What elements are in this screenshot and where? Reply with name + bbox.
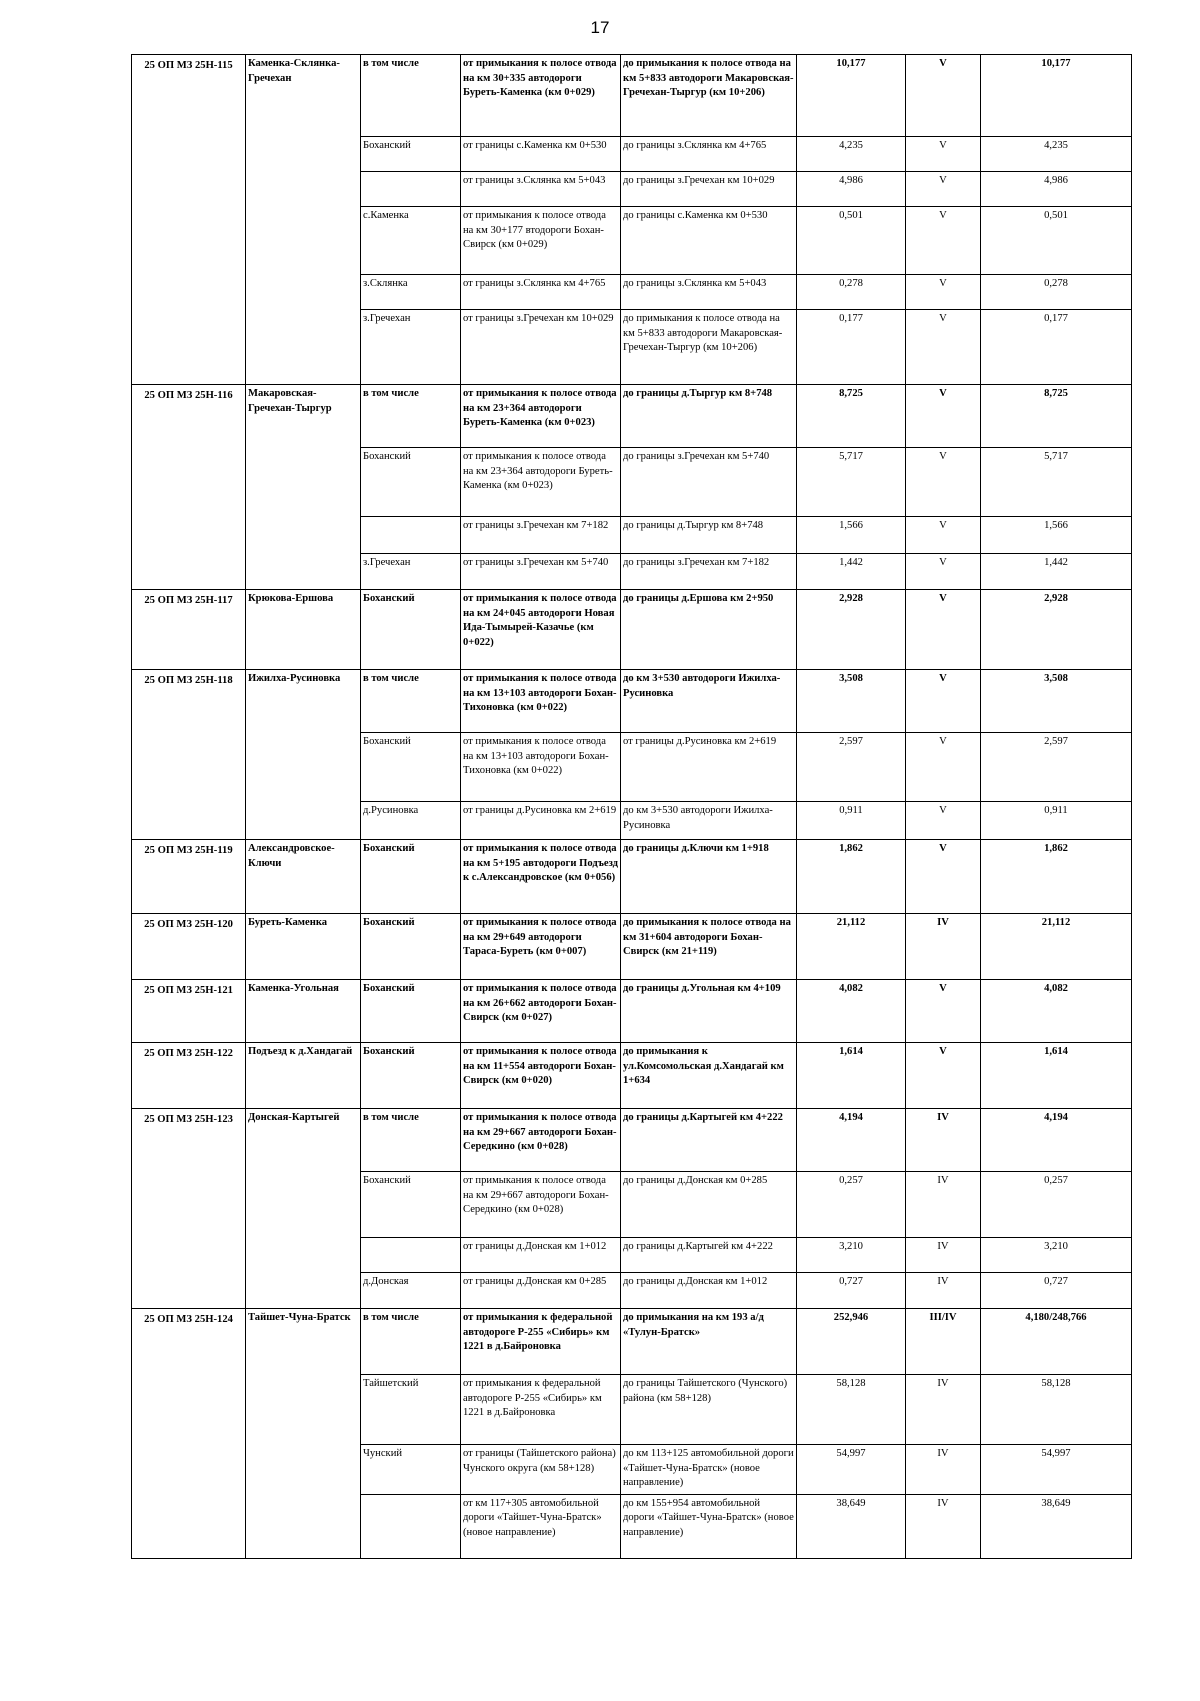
- segment-total: 1,614: [981, 1043, 1132, 1109]
- segment-total: 2,597: [981, 733, 1132, 802]
- segment-length: 1,566: [797, 517, 906, 554]
- segment-category: V: [906, 310, 981, 385]
- road-code: 25 ОП МЗ 25Н-123: [132, 1109, 246, 1309]
- road-name: Крюкова-Ершова: [246, 590, 361, 670]
- segment-category: V: [906, 275, 981, 310]
- segment-area: Боханский: [361, 448, 461, 517]
- segment-to: до границы д.Картыгей км 4+222: [621, 1109, 797, 1172]
- page-number: 17: [590, 18, 610, 37]
- segment-length: 0,727: [797, 1273, 906, 1309]
- segment-length: 0,257: [797, 1172, 906, 1238]
- segment-from: от примыкания к полосе отвода на км 23+364 автодороги Буреть-Каменка (км 0+023): [461, 385, 621, 448]
- segment-from: от границы д.Русиновка км 2+619: [461, 802, 621, 840]
- segment-area: з.Гречехан: [361, 554, 461, 590]
- segment-category: III/IV: [906, 1309, 981, 1375]
- segment-from: от границы з.Гречехан км 10+029: [461, 310, 621, 385]
- segment-to: до км 3+530 автодороги Ижилха-Русиновка: [621, 670, 797, 733]
- segment-length: 38,649: [797, 1494, 906, 1558]
- segment-category: V: [906, 55, 981, 137]
- segment-length: 0,278: [797, 275, 906, 310]
- segment-to: до примыкания на км 193 а/д «Тулун-Братск»: [621, 1309, 797, 1375]
- segment-area: в том числе: [361, 385, 461, 448]
- road-name: Буреть-Каменка: [246, 914, 361, 980]
- segment-length: 5,717: [797, 448, 906, 517]
- road-code: 25 ОП МЗ 25Н-122: [132, 1043, 246, 1109]
- segment-from: от границы с.Каменка км 0+530: [461, 137, 621, 172]
- segment-area: Чунский: [361, 1445, 461, 1495]
- segment-category: IV: [906, 914, 981, 980]
- segment-length: 252,946: [797, 1309, 906, 1375]
- segment-total: 38,649: [981, 1494, 1132, 1558]
- segment-category: V: [906, 980, 981, 1043]
- segment-to: до км 3+530 автодороги Ижилха-Русиновка: [621, 802, 797, 840]
- segment-total: 54,997: [981, 1445, 1132, 1495]
- segment-category: IV: [906, 1109, 981, 1172]
- segment-total: 0,177: [981, 310, 1132, 385]
- segment-length: 4,235: [797, 137, 906, 172]
- segment-length: 0,911: [797, 802, 906, 840]
- segment-area: Боханский: [361, 137, 461, 172]
- road-name: Каменка-Угольная: [246, 980, 361, 1043]
- segment-category: V: [906, 802, 981, 840]
- table-row: [132, 914, 1132, 980]
- segment-total: 0,501: [981, 207, 1132, 275]
- segment-total: 58,128: [981, 1375, 1132, 1445]
- segment-category: V: [906, 517, 981, 554]
- table-row: [132, 385, 1132, 448]
- segment-total: 0,257: [981, 1172, 1132, 1238]
- segment-area: в том числе: [361, 1109, 461, 1172]
- segment-total: 4,180/248,766: [981, 1309, 1132, 1375]
- segment-from: от границы д.Донская км 0+285: [461, 1273, 621, 1309]
- segment-length: 2,928: [797, 590, 906, 670]
- segment-from: от примыкания к полосе отвода на км 29+667 автодороги Бохан-Середкино (км 0+028): [461, 1172, 621, 1238]
- table-row: [132, 1109, 1132, 1172]
- segment-category: V: [906, 590, 981, 670]
- segment-total: 1,442: [981, 554, 1132, 590]
- segment-total: 21,112: [981, 914, 1132, 980]
- segment-length: 3,210: [797, 1238, 906, 1273]
- segment-area: Боханский: [361, 840, 461, 914]
- segment-length: 1,862: [797, 840, 906, 914]
- segment-length: 1,442: [797, 554, 906, 590]
- segment-from: от примыкания к полосе отвода на км 30+177 втодороги Бохан-Свирск (км 0+029): [461, 207, 621, 275]
- table-row: [132, 840, 1132, 914]
- segment-category: V: [906, 733, 981, 802]
- segment-to: до границы д.Донская км 1+012: [621, 1273, 797, 1309]
- segment-total: 4,986: [981, 172, 1132, 207]
- segment-total: 1,566: [981, 517, 1132, 554]
- segment-to: до примыкания к полосе отвода на км 5+833 автодороги Макаровская-Гречехан-Тыргур (км 10+206): [621, 310, 797, 385]
- segment-area: д.Донская: [361, 1273, 461, 1309]
- road-code: 25 ОП МЗ 25Н-124: [132, 1309, 246, 1559]
- segment-area: [361, 1238, 461, 1273]
- road-name: Подъезд к д.Хандагай: [246, 1043, 361, 1109]
- table-row: [132, 670, 1132, 733]
- segment-length: 8,725: [797, 385, 906, 448]
- segment-from: от км 117+305 автомобильной дороги «Тайшет-Чуна-Братск» (новое направление): [461, 1494, 621, 1558]
- segment-total: 4,235: [981, 137, 1132, 172]
- segment-total: 1,862: [981, 840, 1132, 914]
- segment-total: 4,082: [981, 980, 1132, 1043]
- road-code: 25 ОП МЗ 25Н-120: [132, 914, 246, 980]
- segment-category: V: [906, 670, 981, 733]
- table-row: [132, 1043, 1132, 1109]
- segment-length: 3,508: [797, 670, 906, 733]
- segment-to: до границы з.Склянка км 5+043: [621, 275, 797, 310]
- segment-length: 54,997: [797, 1445, 906, 1495]
- segment-area: Боханский: [361, 590, 461, 670]
- segment-to: до км 155+954 автомобильной дороги «Тайшет-Чуна-Братск» (новое направление): [621, 1494, 797, 1558]
- segment-from: от примыкания к полосе отвода на км 11+554 автодороги Бохан-Свирск (км 0+020): [461, 1043, 621, 1109]
- road-name: Макаровская-Гречехан-Тыргур: [246, 385, 361, 590]
- segment-from: от примыкания к полосе отвода на км 29+667 автодороги Бохан-Середкино (км 0+028): [461, 1109, 621, 1172]
- table-row: [132, 1309, 1132, 1375]
- segment-category: IV: [906, 1273, 981, 1309]
- segment-area: д.Русиновка: [361, 802, 461, 840]
- segment-area: Боханский: [361, 733, 461, 802]
- road-code: 25 ОП МЗ 25Н-117: [132, 590, 246, 670]
- segment-length: 58,128: [797, 1375, 906, 1445]
- road-name: Донская-Картыгей: [246, 1109, 361, 1309]
- segment-from: от границы (Тайшетского района) Чунского округа (км 58+128): [461, 1445, 621, 1495]
- segment-category: V: [906, 554, 981, 590]
- segment-area: з.Склянка: [361, 275, 461, 310]
- roads-table: [131, 54, 1132, 1559]
- segment-area: в том числе: [361, 55, 461, 137]
- segment-area: з.Гречехан: [361, 310, 461, 385]
- road-name: Каменка-Склянка-Гречехан: [246, 55, 361, 385]
- segment-to: до границы з.Гречехан км 5+740: [621, 448, 797, 517]
- segment-area: [361, 172, 461, 207]
- segment-to: до примыкания к полосе отвода на км 5+833 автодороги Макаровская-Гречехан-Тыргур (км 10+206): [621, 55, 797, 137]
- segment-category: V: [906, 448, 981, 517]
- segment-from: от примыкания к полосе отвода на км 30+335 автодороги Буреть-Каменка (км 0+029): [461, 55, 621, 137]
- segment-length: 2,597: [797, 733, 906, 802]
- segment-length: 0,177: [797, 310, 906, 385]
- segment-to: до границы з.Гречехан км 7+182: [621, 554, 797, 590]
- segment-from: от примыкания к федеральной автодороге Р-255 «Сибирь» км 1221 в д.Байроновка: [461, 1309, 621, 1375]
- segment-category: IV: [906, 1238, 981, 1273]
- segment-area: Боханский: [361, 980, 461, 1043]
- road-code: 25 ОП МЗ 25Н-118: [132, 670, 246, 840]
- segment-length: 4,986: [797, 172, 906, 207]
- segment-total: 8,725: [981, 385, 1132, 448]
- segment-area: Боханский: [361, 914, 461, 980]
- segment-category: IV: [906, 1445, 981, 1495]
- segment-to: до границы з.Склянка км 4+765: [621, 137, 797, 172]
- segment-from: от примыкания к полосе отвода на км 5+195 автодороги Подъезд к с.Александровское (км 0+056): [461, 840, 621, 914]
- segment-to: до границы д.Картыгей км 4+222: [621, 1238, 797, 1273]
- segment-total: 3,210: [981, 1238, 1132, 1273]
- segment-to: от границы д.Русиновка км 2+619: [621, 733, 797, 802]
- segment-total: 0,911: [981, 802, 1132, 840]
- segment-total: 3,508: [981, 670, 1132, 733]
- segment-total: 4,194: [981, 1109, 1132, 1172]
- segment-from: от примыкания к полосе отвода на км 23+364 автодороги Буреть-Каменка (км 0+023): [461, 448, 621, 517]
- segment-from: от границы з.Склянка км 5+043: [461, 172, 621, 207]
- segment-to: до примыкания к полосе отвода на км 31+604 автодороги Бохан-Свирск (км 21+119): [621, 914, 797, 980]
- segment-area: с.Каменка: [361, 207, 461, 275]
- segment-total: 0,727: [981, 1273, 1132, 1309]
- road-code: 25 ОП МЗ 25Н-119: [132, 840, 246, 914]
- segment-from: от границы з.Гречехан км 7+182: [461, 517, 621, 554]
- segment-to: до границы д.Ершова км 2+950: [621, 590, 797, 670]
- segment-total: 0,278: [981, 275, 1132, 310]
- segment-area: в том числе: [361, 670, 461, 733]
- segment-to: до границы з.Гречехан км 10+029: [621, 172, 797, 207]
- segment-from: от примыкания к полосе отвода на км 29+649 автодороги Тараса-Буреть (км 0+007): [461, 914, 621, 980]
- segment-to: до границы Тайшетского (Чунского) района (км 58+128): [621, 1375, 797, 1445]
- segment-from: от примыкания к полосе отвода на км 13+103 автодороги Бохан-Тихоновка (км 0+022): [461, 733, 621, 802]
- segment-total: 2,928: [981, 590, 1132, 670]
- segment-length: 21,112: [797, 914, 906, 980]
- segment-area: Тайшетский: [361, 1375, 461, 1445]
- segment-to: до границы д.Тыргур км 8+748: [621, 517, 797, 554]
- segment-to: до границы д.Ключи км 1+918: [621, 840, 797, 914]
- segment-from: от примыкания к полосе отвода на км 13+103 автодороги Бохан-Тихоновка (км 0+022): [461, 670, 621, 733]
- segment-from: от границы з.Склянка км 4+765: [461, 275, 621, 310]
- segment-length: 1,614: [797, 1043, 906, 1109]
- road-name: Ижилха-Русиновка: [246, 670, 361, 840]
- road-name: Тайшет-Чуна-Братск: [246, 1309, 361, 1559]
- table-row: [132, 590, 1132, 670]
- segment-to: до границы с.Каменка км 0+530: [621, 207, 797, 275]
- road-code: 25 ОП МЗ 25Н-115: [132, 55, 246, 385]
- segment-from: от границы з.Гречехан км 5+740: [461, 554, 621, 590]
- segment-area: Боханский: [361, 1172, 461, 1238]
- segment-to: до примыкания к ул.Комсомольская д.Хандагай км 1+634: [621, 1043, 797, 1109]
- segment-to: до границы д.Угольная км 4+109: [621, 980, 797, 1043]
- segment-category: V: [906, 385, 981, 448]
- segment-total: 5,717: [981, 448, 1132, 517]
- road-code: 25 ОП МЗ 25Н-116: [132, 385, 246, 590]
- segment-to: до границы д.Донская км 0+285: [621, 1172, 797, 1238]
- segment-to: до границы д.Тыргур км 8+748: [621, 385, 797, 448]
- segment-category: IV: [906, 1375, 981, 1445]
- segment-from: от примыкания к полосе отвода на км 24+045 автодороги Новая Ида-Тымырей-Казачье (км 0+022): [461, 590, 621, 670]
- segment-area: [361, 1494, 461, 1558]
- segment-category: V: [906, 840, 981, 914]
- segment-category: V: [906, 172, 981, 207]
- segment-category: IV: [906, 1494, 981, 1558]
- segment-total: 10,177: [981, 55, 1132, 137]
- segment-area: [361, 517, 461, 554]
- road-name: Александровское-Ключи: [246, 840, 361, 914]
- segment-category: V: [906, 207, 981, 275]
- segment-from: от примыкания к полосе отвода на км 26+662 автодороги Бохан-Свирск (км 0+027): [461, 980, 621, 1043]
- table-row: [132, 55, 1132, 137]
- segment-area: Боханский: [361, 1043, 461, 1109]
- table-row: [132, 980, 1132, 1043]
- segment-area: в том числе: [361, 1309, 461, 1375]
- segment-length: 10,177: [797, 55, 906, 137]
- segment-length: 0,501: [797, 207, 906, 275]
- segment-length: 4,194: [797, 1109, 906, 1172]
- segment-to: до км 113+125 автомобильной дороги «Тайшет-Чуна-Братск» (новое направление): [621, 1445, 797, 1495]
- segment-category: V: [906, 137, 981, 172]
- segment-from: от примыкания к федеральной автодороге Р-255 «Сибирь» км 1221 в д.Байроновка: [461, 1375, 621, 1445]
- segment-length: 4,082: [797, 980, 906, 1043]
- road-code: 25 ОП МЗ 25Н-121: [132, 980, 246, 1043]
- segment-category: V: [906, 1043, 981, 1109]
- segment-from: от границы д.Донская км 1+012: [461, 1238, 621, 1273]
- segment-category: IV: [906, 1172, 981, 1238]
